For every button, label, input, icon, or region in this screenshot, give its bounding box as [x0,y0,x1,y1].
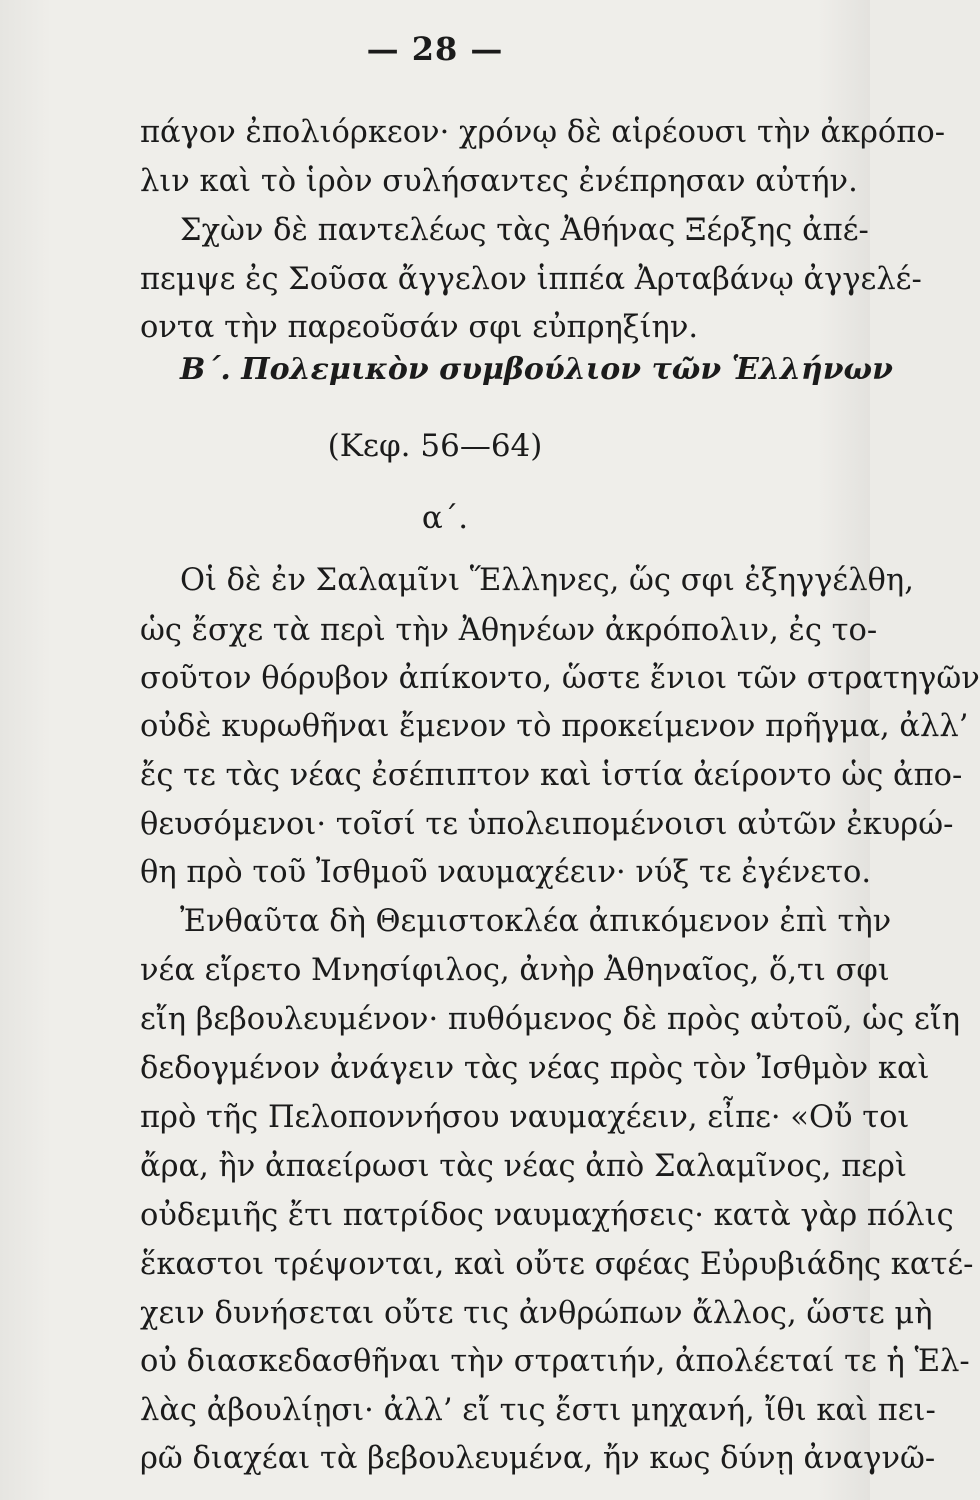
text-line: πρὸ τῆς Πελοποννήσου ναυμαχέειν, εἶπε· «Οὔ τοι [140,1100,910,1135]
section-heading: Β΄. Πολεμικὸν συμβούλιον τῶν Ἑλλήνων [180,352,893,387]
text-line: ρῶ διαχέαι τὰ βεβουλευμένα, ἤν κως δύνῃ ἀναγνῶ- [140,1441,936,1476]
text-line: εἴη βεβουλευμένον· πυθόμενος δὲ πρὸς αὐτοῦ, ὡς εἴη [140,1002,960,1037]
text-line: πάγον ἐπολιόρκεον· χρόνῳ δὲ αἱρέουσι τὴν ἀκρόπο- [140,115,946,150]
text-line: οὐ διασκεδασθῆναι τὴν στρατιήν, ἀπολέεταί τε ἡ Ἑλ- [140,1344,970,1379]
text-line: χειν δυνήσεται οὔτε τις ἀνθρώπων ἄλλος, ὥστε μὴ [140,1296,933,1331]
text-line: ὡς ἔσχε τὰ περὶ τὴν Ἀθηνέων ἀκρόπολιν, ἐς το- [140,613,878,648]
text-line: πεμψε ἐς Σοῦσα ἄγγελον ἱππέα Ἀρταβάνῳ ἀγγελέ- [140,262,922,297]
text-line: νέα εἴρετο Μνησίφιλος, ἀνὴρ Ἀθηναῖος, ὅ,τι σφι [140,953,890,988]
text-line: ἔς τε τὰς νέας ἐσέπιπτον καὶ ἱστία ἀείροντο ὡς ἀπο- [140,758,963,793]
page-number: — 28 — [366,30,504,68]
chapter-reference: (Κεφ. 56—64) [327,428,543,464]
text-line: Σχὼν δὲ παντελέως τὰς Ἀθήνας Ξέρξης ἀπέ- [180,213,869,248]
text-line: οὐδεμιῆς ἔτι πατρίδος ναυμαχήσεις· κατὰ γὰρ πόλις [140,1198,954,1233]
text-line: οντα τὴν παρεοῦσάν σφι εὐπρηξίην. [140,310,699,345]
text-line: ἕκαστοι τρέψονται, καὶ οὔτε σφέας Εὐρυβιάδης κατέ- [140,1247,974,1282]
text-line: λιν καὶ τὸ ἱρὸν συλήσαντες ἐνέπρησαν αὐτήν. [140,164,858,199]
text-line: ἄρα, ἢν ἀπαείρωσι τὰς νέας ἀπὸ Σαλαμῖνος, περὶ [140,1149,907,1184]
text-line: σοῦτον θόρυβον ἀπίκοντο, ὥστε ἔνιοι τῶν στρατηγῶν [140,661,980,696]
text-line: Οἱ δὲ ἐν Σαλαμῖνι Ἕλληνες, ὥς σφι ἐξηγγέλθη, [180,563,914,598]
text-line: Ἐνθαῦτα δὴ Θεμιστοκλέα ἀπικόμενον ἐπὶ τὴν [180,904,892,939]
text-line: δεδογμένον ἀνάγειν τὰς νέας πρὸς τὸν Ἰσθμὸν καὶ [140,1051,930,1086]
text-line: θη πρὸ τοῦ Ἰσθμοῦ ναυμαχέειν· νύξ τε ἐγένετο. [140,855,872,890]
text-line: οὐδὲ κυρωθῆναι ἔμενον τὸ προκείμενον πρῆγμα, ἀλλ’ [140,709,969,744]
text-line: λὰς ἀβουλίῃσι· ἀλλ’ εἴ τις ἔστι μηχανή, ἴθι καὶ πει- [140,1393,936,1428]
text-line: θευσόμενοι· τοῖσί τε ὑπολειπομένοισι αὐτῶν ἐκυρώ- [140,807,954,842]
subsection-label: α΄. [421,500,469,536]
